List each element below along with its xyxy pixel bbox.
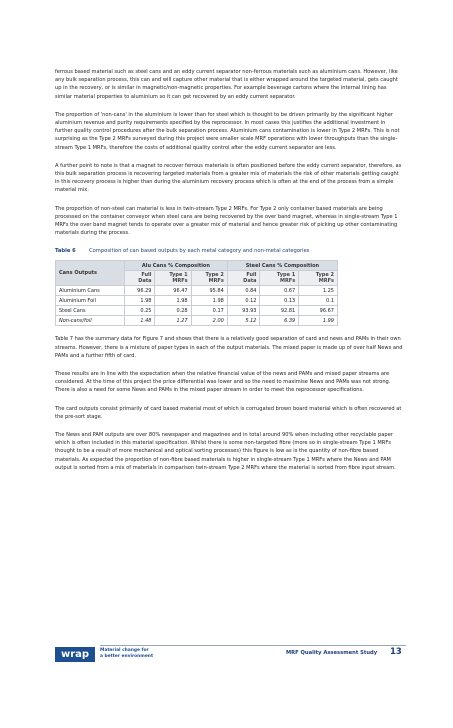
cell: 1.98 bbox=[155, 296, 191, 306]
cell: 0.12 bbox=[227, 296, 260, 306]
row-label: Aluminium Foil bbox=[56, 296, 125, 306]
table-caption-number: Table 6 bbox=[55, 248, 76, 255]
body-content bbox=[55, 68, 403, 482]
table-row bbox=[56, 306, 338, 316]
cell: 96.67 bbox=[299, 306, 338, 316]
cell: 1.27 bbox=[155, 316, 191, 326]
paragraph: The proportion of non-steel can material is less in twin-stream Type 2 MRFs. For Type 2 only container based materials are being processed on the container conveyor when steel cans are being recovered by the over band magnet, whereas in single-stream Type 1 MRFs the over band magnet tends to operate over a greater mix of material and hence greater risk of picking up other contaminating materials during the process. bbox=[55, 205, 398, 237]
cell: 95.84 bbox=[191, 286, 227, 296]
cell: 0.84 bbox=[227, 286, 260, 296]
cell: 0.13 bbox=[260, 296, 299, 306]
wrap-logo: wrap bbox=[55, 647, 95, 662]
cell: 1.48 bbox=[125, 316, 155, 326]
subheader: Type 1 MRFs bbox=[260, 271, 299, 286]
paragraph: A further point to note is that a magnet to recover ferrous materials is often positioned before the eddy current separator, therefore, as this bulk separation process is recovering targeted materials from a greater mix of materials the risk of other materials getting caught in this recovery process is higher than during the aluminium recovery process which is often at the end of the process from a simple material mix. bbox=[55, 162, 402, 194]
cell: 96.47 bbox=[155, 286, 191, 296]
header-steel-group: Steel Cans % Composition bbox=[227, 261, 337, 271]
cell: 0.28 bbox=[155, 306, 191, 316]
cell: 2.00 bbox=[191, 316, 227, 326]
cell: 1.99 bbox=[299, 316, 338, 326]
cell: 93.93 bbox=[227, 306, 260, 316]
footer-divider bbox=[100, 645, 406, 646]
cell: 0.1 bbox=[299, 296, 338, 306]
subheader: Full Data bbox=[125, 271, 155, 286]
cell: 6.39 bbox=[260, 316, 299, 326]
cell: 5.12 bbox=[227, 316, 260, 326]
cell: 1.98 bbox=[125, 296, 155, 306]
table-row bbox=[56, 316, 338, 326]
cell: 0.17 bbox=[191, 306, 227, 316]
cell: 0.67 bbox=[260, 286, 299, 296]
composition-table bbox=[55, 260, 338, 326]
header-cans-outputs: Cans Outputs bbox=[56, 261, 125, 286]
table-caption bbox=[55, 247, 403, 255]
paragraph: ferrous based material such as steel cans and an eddy current separator non-ferrous materials such as aluminium cans. However, like any bulk separation process, this can and will capture other material that is either wrapped around the targeted material, gets caught up in the recovery, or is similar in magnetic/non-magnetic properties. For example beverage cartons where the internal lining has similar material properties to aluminium so it can get recovered by an eddy current separator. bbox=[55, 69, 398, 100]
cell: 0.25 bbox=[125, 306, 155, 316]
running-title: MRF Quality Assessment Study bbox=[286, 650, 378, 656]
paragraph: The News and PAM outputs are over 80% newspaper and magazines and in total around 90% when including other recyclable paper which is often included in this material specification. Whilst there is some non-targeted fibre (more so in single-stream Type 1 MRFs thought to be a result of more mechanical and optical sorting processes) this figure is low as is the quantity of non-fibre based materials. As expected the proportion of non-fibre based materials is higher in single-stream Type 1 MRFs where the News and PAM output is sorted from a mix of materials in comparison twin-stream Type 2 MRFs where the material is sorted from fibre input stream. bbox=[55, 432, 396, 471]
paragraph: Table 7 has the summary data for Figure 7 and shows that there is a relatively good separation of card and news and PAMs in their own streams. However, there is a mixture of paper types in each of the output materials. The mixed paper is made up of over half News and PAMs and a further fifth of card. bbox=[55, 336, 403, 359]
cell: 1.98 bbox=[191, 296, 227, 306]
paragraph: The proportion of 'non-cans' in the aluminium is lower than for steel which is thought to be driven primarily by the significant higher aluminium revenue and purity requirements specified by the reprocessor. In most cases this justifies the additional investment in further quality control procedures after the bulk separation process. Aluminium cans contamination is lower in Type 2 MRFs. This is not surprising as the Type 2 MRFs surveyed during this project were smaller scale MRF operations with lower throughputs than the single-stream Type 1 MRFs, therefore the costs of additional quality control after the eddy current separator are less. bbox=[55, 111, 400, 151]
cell: 92.81 bbox=[260, 306, 299, 316]
paragraph: The card outputs consist primarily of card based material most of which is corrugated brown board material which is often recovered at the pre-sort stage. bbox=[55, 405, 402, 420]
cell: 1.25 bbox=[299, 286, 338, 296]
subheader: Type 1 MRFs bbox=[155, 271, 191, 286]
header-alu-group: Alu Cans % Composition bbox=[125, 261, 228, 271]
table-row bbox=[56, 286, 338, 296]
page-number: 13 bbox=[390, 647, 402, 657]
row-label: Steel Cans bbox=[56, 306, 125, 316]
cell: 96.29 bbox=[125, 286, 155, 296]
table-caption-text: Composition of can based outputs by each metal category and non-metal categories bbox=[89, 248, 310, 255]
paragraph: These results are in line with the expectation when the relative financial value of the news and PAMs and mixed paper streams are considered. At the time of this project the price differential was lower and so the need to maximise News and PAMs was not strong. There is also a need for some News and PAMs in the mixed paper stream in order to meet the reprocessor specifications. bbox=[55, 371, 391, 394]
logo-tagline: Material change for a better environment bbox=[100, 648, 154, 659]
row-label: Non-cans/foil bbox=[56, 316, 125, 326]
subheader: Full Data bbox=[227, 271, 260, 286]
subheader: Type 2 MRFs bbox=[191, 271, 227, 286]
row-label: Aluminium Cans bbox=[56, 286, 125, 296]
subheader: Type 2 MRFs bbox=[299, 271, 338, 286]
table-row bbox=[56, 296, 338, 306]
